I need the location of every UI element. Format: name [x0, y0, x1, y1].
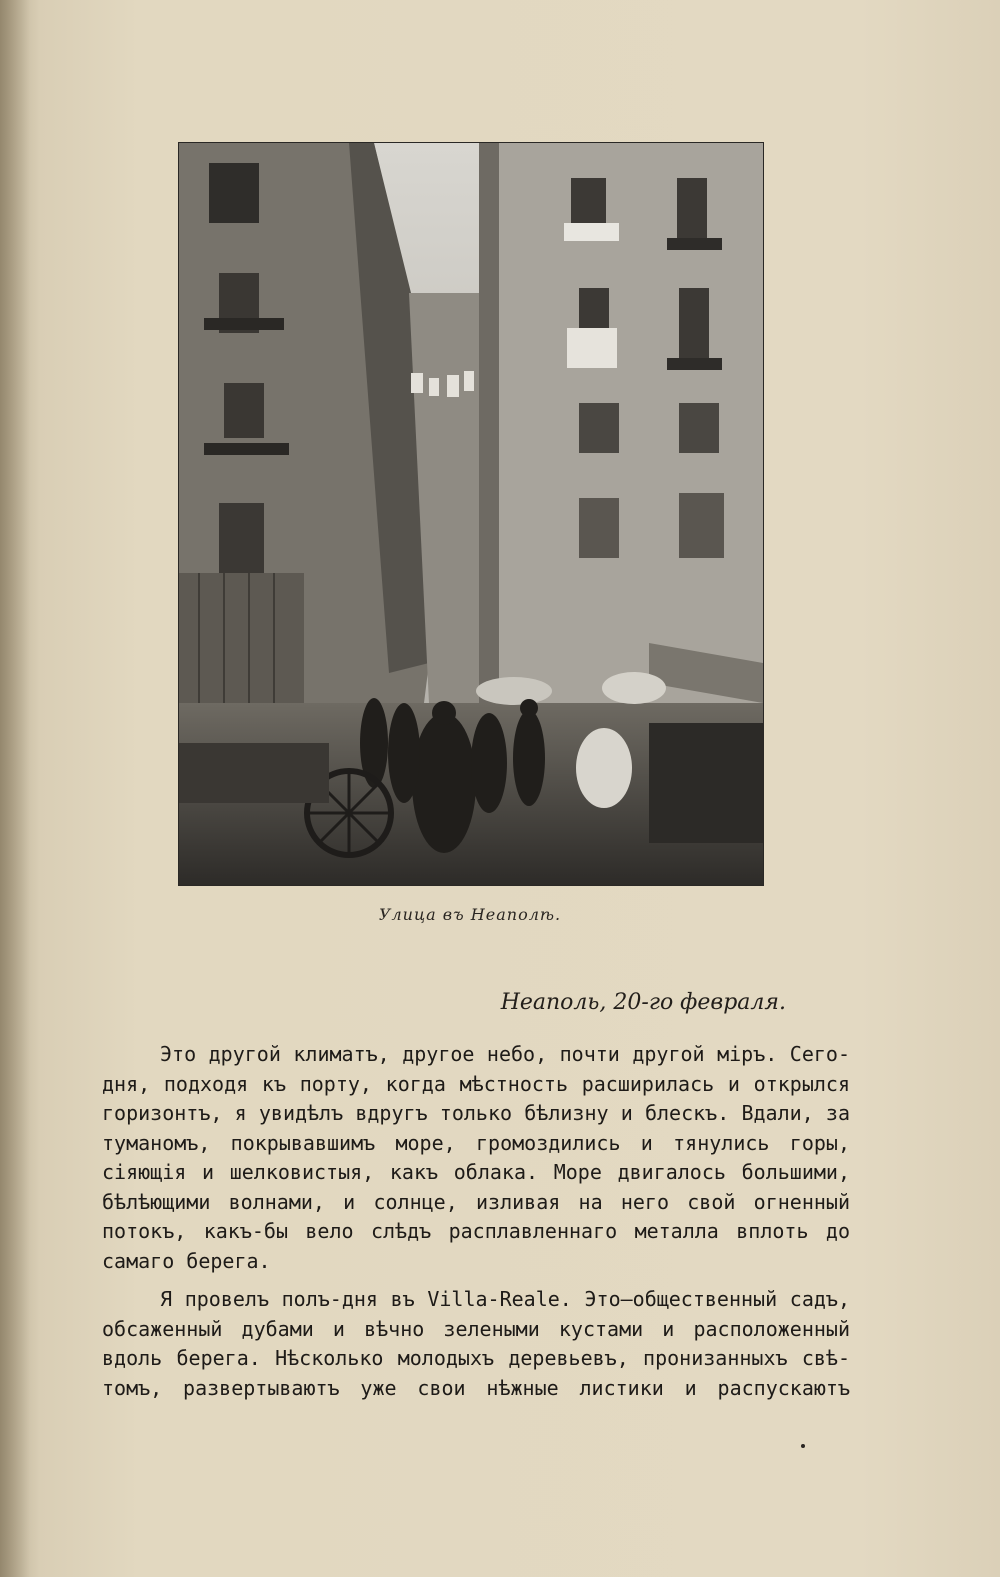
street-photograph — [178, 142, 764, 886]
body-text — [102, 1040, 850, 1403]
text-line: вдоль берега. Нѣсколько молодыхъ деревьевъ, пронизанныхъ свѣ- — [102, 1346, 850, 1370]
text-line: сіяющія и шелковистыя, какъ облака. Море двигалось большими, — [102, 1160, 850, 1184]
text-line: потокъ, какъ-бы вело слѣдъ расплавленнаго металла вплоть до — [102, 1219, 850, 1243]
paragraph-gap — [102, 1276, 850, 1285]
text-line: Это другой климатъ, другое небо, почти другой міръ. Сего- — [160, 1042, 850, 1066]
text-line: туманомъ, покрывавшимъ море, громоздились и тянулись горы, — [102, 1130, 850, 1155]
text-line: томъ, развертываютъ уже свои нѣжные листики и распускаютъ — [102, 1375, 850, 1400]
text-line: самаго берега. — [102, 1248, 271, 1273]
text-line: дня, подходя къ порту, когда мѣстность расширилась и открылся — [102, 1071, 850, 1096]
figure-caption: Улица въ Неаполѣ. — [378, 905, 562, 924]
dateline: Неаполь, 20-го февраля. — [500, 990, 786, 1015]
paragraph-1 — [102, 1040, 850, 1276]
text-line: бѣлѣющими волнами, и солнце, изливая на него свой огненный — [102, 1189, 850, 1214]
ink-speck — [801, 1444, 805, 1448]
spine-shadow — [0, 0, 30, 1577]
paragraph-2 — [102, 1285, 850, 1403]
text-line: горизонтъ, я увидѣлъ вдругъ только бѣлизну и блескъ. Вдали, за — [102, 1101, 850, 1125]
text-line: обсаженный дубами и вѣчно зелеными кустами и расположенный — [102, 1316, 850, 1341]
naples-street-illustration — [179, 143, 763, 885]
text-line: Я провелъ полъ-дня въ Villa-Reale. Это—общественный садъ, — [160, 1287, 850, 1311]
